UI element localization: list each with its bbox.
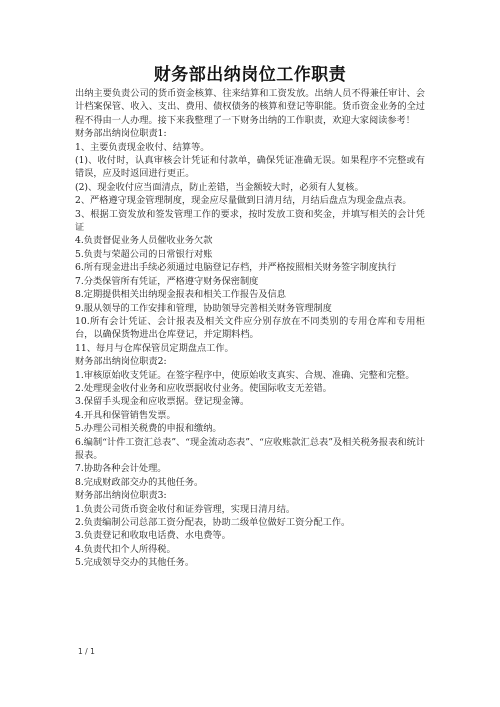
paragraph: 出纳主要负责公司的货币资金核算、往来结算和工资发放。出纳人员不得兼任审计、会计档案保管、收入、支出、费用、债权债务的核算和登记等职能。货币资金业务的全过程不得由一人办理。接下来我整理了一下财务出纳的工作职责，欢迎大家阅读参考！ <box>75 88 425 126</box>
section-heading: 财务部出纳岗位职责1: <box>75 128 167 140</box>
paragraph: 2.处理现金收付业务和应收票据收付业务。使国际收支无差错。 <box>75 382 332 394</box>
paragraph: 6.编制“计件工资汇总表”、“现金流动态表”、“应收账款汇总表”及相关税务报表和统计报表。 <box>75 436 425 461</box>
section-heading: 财务部出纳岗位职责2: <box>75 356 167 368</box>
document-title: 财务部出纳岗位工作职责 <box>153 65 347 85</box>
paragraph: 1.审核原始收支凭证。在签字程序中，使原始收支真实、合规、准确、完整和完整。 <box>75 369 415 381</box>
paragraph: (1)、收付时，认真审核会计凭证和付款单，确保凭证准确无误。如果程序不完整或有错误，应及时返回进行更正。 <box>75 155 425 180</box>
paragraph: 3、根据工资发放和签发管理工作的要求，按时发放工资和奖金，并填写相关的会计凭证 <box>75 208 425 234</box>
paragraph: 7.协助各种会计处理。 <box>75 463 167 475</box>
paragraph: 4.负责代扣个人所得税。 <box>75 543 176 555</box>
paragraph: 5.办理公司相关税费的申报和缴纳。 <box>75 423 222 435</box>
paragraph: 2、严格遵守现金管理制度，现金应尽量做到日清月结，月结后盘点为现金盘点表。 <box>75 195 412 207</box>
paragraph: 4.负责督促业务人员催收业务欠款 <box>75 235 213 247</box>
paragraph: 7.分类保管所有凭证，严格遵守财务保密制度 <box>75 275 259 287</box>
paragraph: 11、每月与仓库保管员定期盘点工作。 <box>75 342 234 354</box>
paragraph: 6.所有现金进出手续必须通过电脑登记存档，并严格按照相关财务签字制度执行 <box>75 262 397 274</box>
paragraph: 2.负责编制公司总部工资分配表，协助二级单位做好工资分配工作。 <box>75 517 351 528</box>
paragraph: 5.完成领导交办的其他任务。 <box>75 557 195 569</box>
paragraph: 10.所有会计凭证、会计报表及相关文件应分别存放在不同类别的专用仓库和专用柜台，以确保货物进出仓库登记，并定期料档。 <box>75 315 425 341</box>
paragraph: 1、主要负责现金收付、结算等。 <box>75 141 210 153</box>
section-heading: 财务部出纳岗位职责3: <box>75 490 167 502</box>
paragraph: 3.保留手头现金和应收票据。登记现金簿。 <box>75 396 250 408</box>
paragraph: 9.服从领导的工作安排和管理，协助领导完善相关财务管理制度 <box>75 302 332 314</box>
page-number: 1 / 1 <box>78 647 95 656</box>
paragraph: 5.负责与荣超公司的日常银行对账 <box>75 248 213 260</box>
paragraph: 3.负责登记和收取电话费、水电费等。 <box>75 530 231 542</box>
paragraph: 4.开具和保管销售发票。 <box>75 409 176 421</box>
document-body <box>75 87 425 570</box>
paragraph: 8.定期提供相关出纳现金报表和相关工作报告及信息 <box>75 289 286 301</box>
paragraph: (2)、现金收付应当面清点，防止差错，当金额较大时，必须有人复核。 <box>75 181 364 193</box>
paragraph: 8.完成财政部交办的其他任务。 <box>75 476 204 488</box>
paragraph: 1.负责公司货币资金收付和证券管理，实现日清月结。 <box>75 503 296 515</box>
